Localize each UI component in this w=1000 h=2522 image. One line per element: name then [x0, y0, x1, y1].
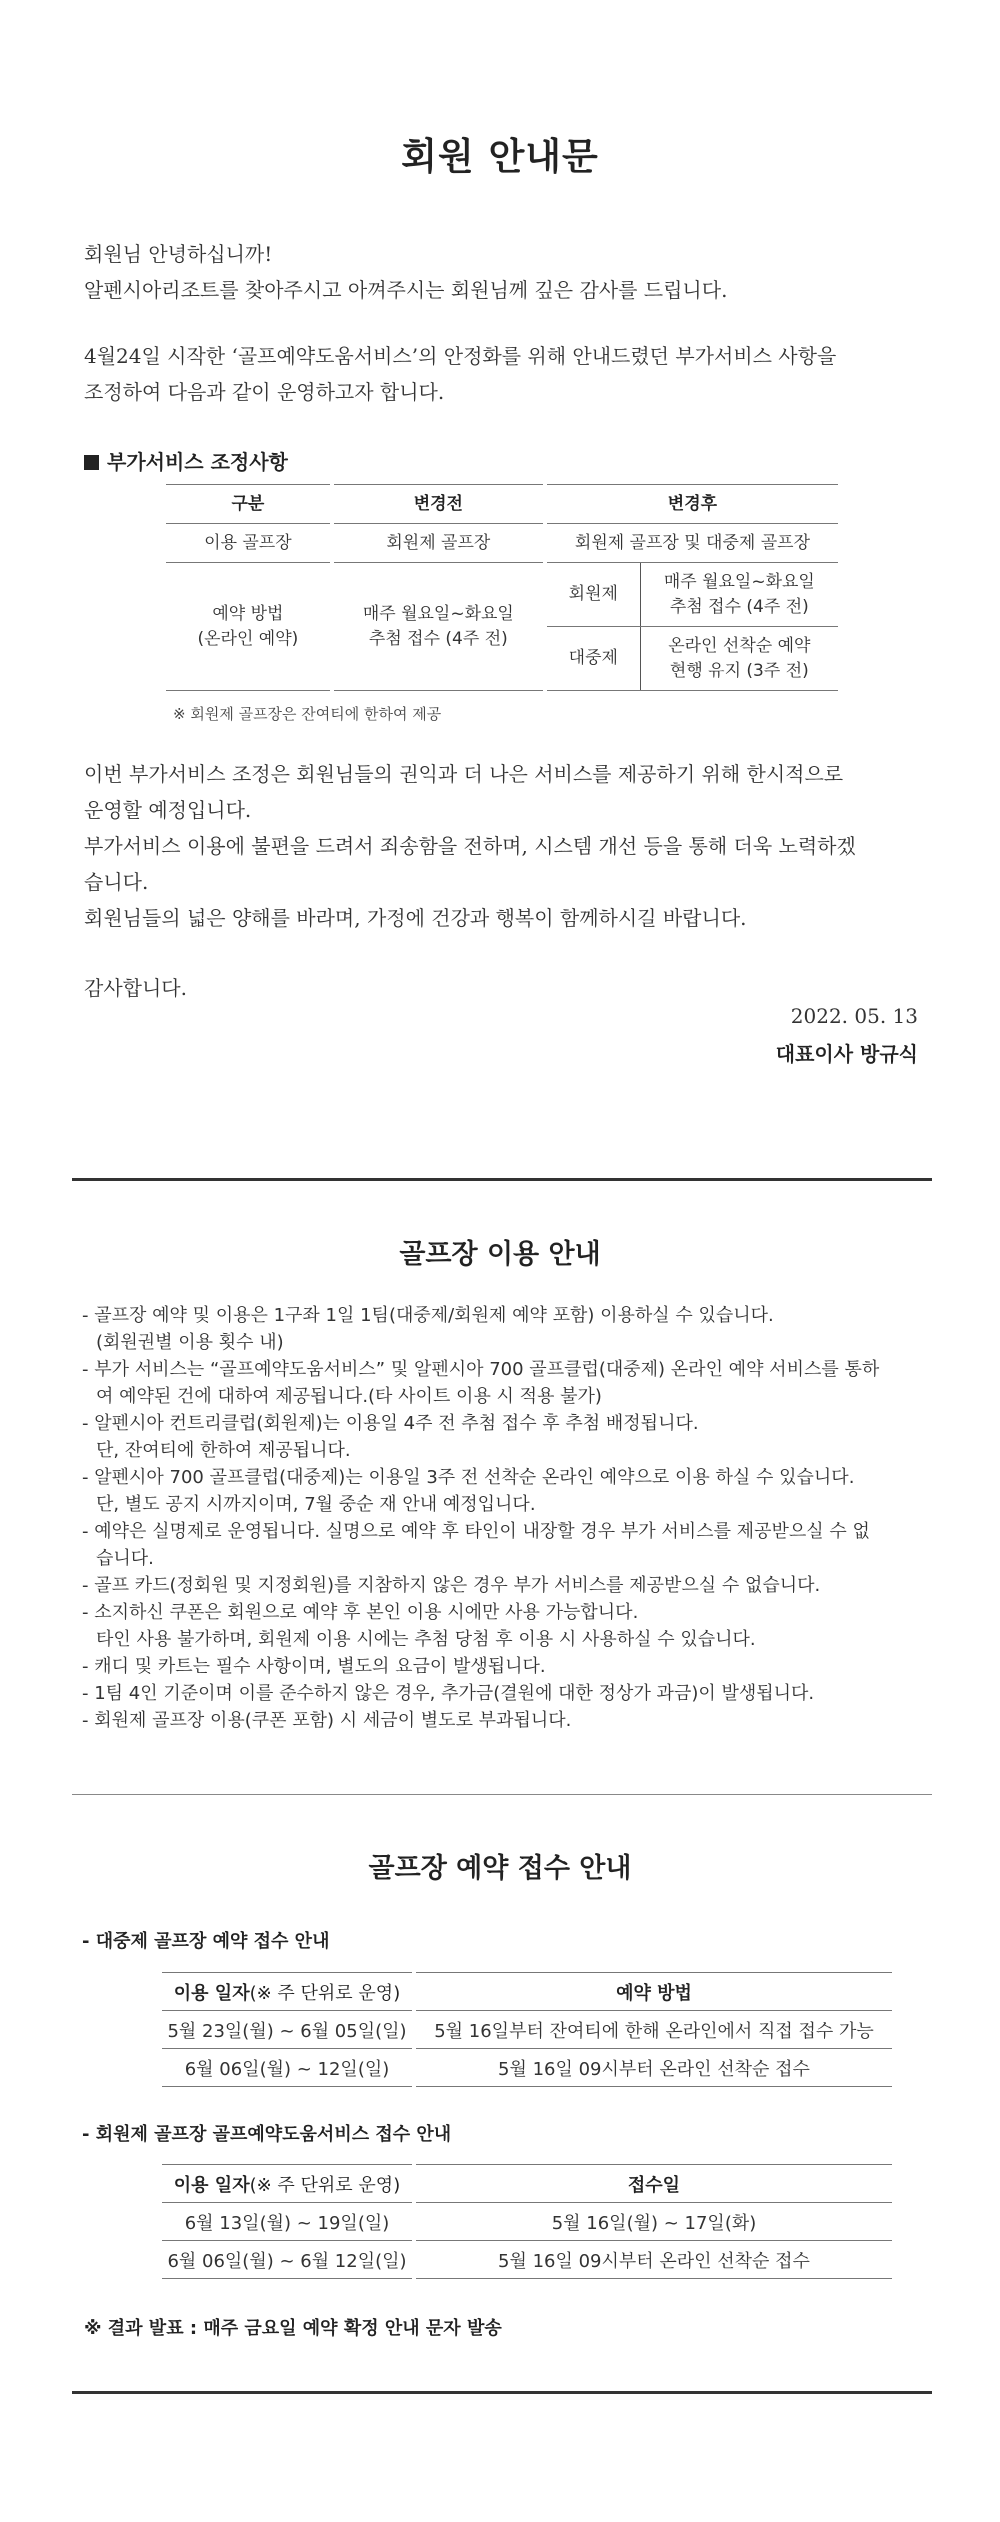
square-bullet-icon	[84, 455, 99, 470]
intro-line: 4월24일 시작한 ‘골프예약도움서비스’의 안정화를 위해 안내드렸던 부가서비스 사항을	[84, 344, 837, 368]
cell-after: 회원제 골프장 및 대중제 골프장	[545, 524, 838, 563]
reservation-title: 골프장 예약 접수 안내	[368, 1853, 632, 1884]
cell-category: 이용 골프장	[166, 524, 332, 563]
notice-title: 회원 안내문	[401, 134, 599, 178]
greeting-line: 회원님 안녕하십니까!	[84, 242, 273, 266]
cell-line: 매주 월요일~화요일	[663, 571, 815, 592]
cell-member-label: 회원제	[545, 563, 640, 627]
cell-before: 회원제 골프장	[332, 524, 545, 563]
list-item: - 부가 서비스는 “골프예약도움서비스” 및 알펜시아 700 골프클럽(대중제) 온라인 예약 서비스를 통하	[82, 1359, 880, 1380]
list-item: - 캐디 및 카트는 필수 사항이며, 별도의 요금이 발생됩니다.	[82, 1656, 546, 1677]
header-usage-date-text: 이용 일자	[173, 2174, 250, 2196]
list-item: - 골프장 예약 및 이용은 1구좌 1일 1팀(대중제/회원제 예약 포함) 이용하실 수 있습니다.	[82, 1305, 774, 1326]
table-header-row	[162, 2165, 892, 2203]
cell-before-method	[332, 563, 545, 691]
body-line: 부가서비스 이용에 불편을 드려서 죄송함을 전하며, 시스템 개선 등을 통해 더욱 노력하겠	[84, 834, 856, 858]
cell-line: 온라인 선착순 예약	[668, 635, 811, 656]
public-course-heading: - 대중제 골프장 예약 접수 안내	[82, 1931, 330, 1952]
header-usage-date	[162, 1973, 414, 2011]
list-item: 타인 사용 불가하며, 회원제 이용 시에는 추첨 당첨 후 이용 시 사용하실 수 있습니다.	[96, 1629, 756, 1650]
cell-usage-date: 6월 13일(월) ~ 19일(일)	[162, 2203, 414, 2241]
cell-reservation-method	[166, 563, 332, 691]
member-course-heading: - 회원제 골프장 골프예약도움서비스 접수 안내	[82, 2124, 452, 2145]
table-header-row	[166, 485, 838, 524]
greeting-line: 알펜시아리조트를 찾아주시고 아껴주시는 회원님께 깊은 감사를 드립니다.	[84, 278, 728, 302]
header-usage-date-note: (※ 주 단위로 운영)	[249, 1982, 401, 2004]
body-line: 이번 부가서비스 조정은 회원님들의 권익과 더 나은 서비스를 제공하기 위해 한시적으로	[84, 762, 844, 786]
cell-line: 예약 방법	[212, 603, 284, 624]
cell-method: 5월 16일 09시부터 온라인 선착순 접수	[414, 2049, 892, 2087]
cell-application-date: 5월 16일(월) ~ 17일(화)	[414, 2203, 892, 2241]
cell-public-value	[640, 627, 838, 691]
public-course-table	[162, 1972, 892, 2087]
list-item: - 골프 카드(정회원 및 지정회원)를 지참하지 않은 경우 부가 서비스를 제공받으실 수 없습니다.	[82, 1575, 821, 1596]
list-item: 단, 잔여티에 한하여 제공됩니다.	[96, 1440, 351, 1461]
signature: 대표이사 방규식	[775, 1042, 918, 1066]
header-after: 변경후	[545, 485, 838, 524]
intro-line: 조정하여 다음과 같이 운영하고자 합니다.	[84, 380, 445, 404]
usage-rules-list	[82, 1302, 932, 1734]
result-announcement: ※ 결과 발표 : 매주 금요일 예약 확정 안내 문자 발송	[84, 2318, 502, 2339]
list-item: - 1팀 4인 기준이며 이를 준수하지 않은 경우, 추가금(결원에 대한 정상가 과금)이 발생됩니다.	[82, 1683, 815, 1704]
body-line: 운영할 예정입니다.	[84, 798, 252, 822]
table-row	[162, 2049, 892, 2087]
list-item: 습니다.	[96, 1548, 154, 1569]
list-item: - 알펜시아 700 골프클럽(대중제)는 이용일 3주 전 선착순 온라인 예약으로 이용 하실 수 있습니다.	[82, 1467, 855, 1488]
cell-line: 현행 유지 (3주 전)	[669, 660, 809, 681]
section-divider	[72, 1178, 932, 1181]
list-item: - 소지하신 쿠폰은 회원으로 예약 후 본인 이용 시에만 사용 가능합니다.	[82, 1602, 639, 1623]
list-item: - 예약은 실명제로 운영됩니다. 실명으로 예약 후 타인이 내장할 경우 부가 서비스를 제공받으실 수 없	[82, 1521, 870, 1542]
header-usage-date-note: (※ 주 단위로 운영)	[249, 2174, 401, 2196]
list-item: 여 예약된 건에 대하여 제공됩니다.(타 사이트 이용 시 적용 불가)	[96, 1386, 602, 1407]
body-paragraph	[84, 756, 924, 936]
header-usage-date-text: 이용 일자	[173, 1982, 250, 2004]
table-row	[162, 2011, 892, 2049]
service-adjustment-heading	[84, 446, 288, 475]
table-row	[162, 2203, 892, 2241]
header-usage-date	[162, 2165, 414, 2203]
cell-public-label: 대중제	[545, 627, 640, 691]
notice-date: 2022. 05. 13	[790, 1004, 918, 1028]
table-row	[166, 563, 838, 627]
member-course-table	[162, 2164, 892, 2279]
cell-method: 5월 16일부터 잔여티에 한해 온라인에서 직접 접수 가능	[414, 2011, 892, 2049]
cell-application-date: 5월 16일 09시부터 온라인 선착순 접수	[414, 2241, 892, 2279]
greeting-paragraph	[84, 236, 924, 308]
cell-line: (온라인 예약)	[197, 628, 299, 649]
table-footnote: ※ 회원제 골프장은 잔여티에 한하여 제공	[173, 705, 442, 723]
cell-line: 추첨 접수 (4주 전)	[368, 628, 508, 649]
service-adjustment-heading-text: 부가서비스 조정사항	[107, 450, 288, 474]
table-header-row	[162, 1973, 892, 2011]
header-before: 변경전	[332, 485, 545, 524]
table-row	[162, 2241, 892, 2279]
list-item: 단, 별도 공지 시까지이며, 7월 중순 재 안내 예정입니다.	[96, 1494, 536, 1515]
service-adjustment-table	[166, 484, 838, 691]
cell-usage-date: 6월 06일(월) ~ 12일(일)	[162, 2049, 414, 2087]
body-line: 습니다.	[84, 870, 149, 894]
section-divider	[72, 1794, 932, 1795]
table-row	[166, 524, 838, 563]
list-item: (회원권별 이용 횟수 내)	[96, 1332, 284, 1353]
cell-usage-date: 6월 06일(월) ~ 6월 12일(일)	[162, 2241, 414, 2279]
usage-title: 골프장 이용 안내	[399, 1239, 601, 1270]
cell-member-value	[640, 563, 838, 627]
cell-line: 매주 월요일~화요일	[362, 603, 514, 624]
cell-usage-date: 5월 23일(월) ~ 6월 05일(일)	[162, 2011, 414, 2049]
header-application-date: 접수일	[414, 2165, 892, 2203]
list-item: - 알펜시아 컨트리클럽(회원제)는 이용일 4주 전 추첨 접수 후 추첨 배정됩니다.	[82, 1413, 699, 1434]
closing-text: 감사합니다.	[84, 976, 187, 1000]
cell-line: 추첨 접수 (4주 전)	[669, 596, 809, 617]
section-divider	[72, 2391, 932, 2394]
body-line: 회원님들의 넓은 양해를 바라며, 가정에 건강과 행복이 함께하시길 바랍니다.	[84, 906, 747, 930]
header-reservation-method: 예약 방법	[414, 1973, 892, 2011]
list-item: - 회원제 골프장 이용(쿠폰 포함) 시 세금이 별도로 부과됩니다.	[82, 1710, 572, 1731]
header-category: 구분	[166, 485, 332, 524]
intro-paragraph	[84, 338, 924, 410]
